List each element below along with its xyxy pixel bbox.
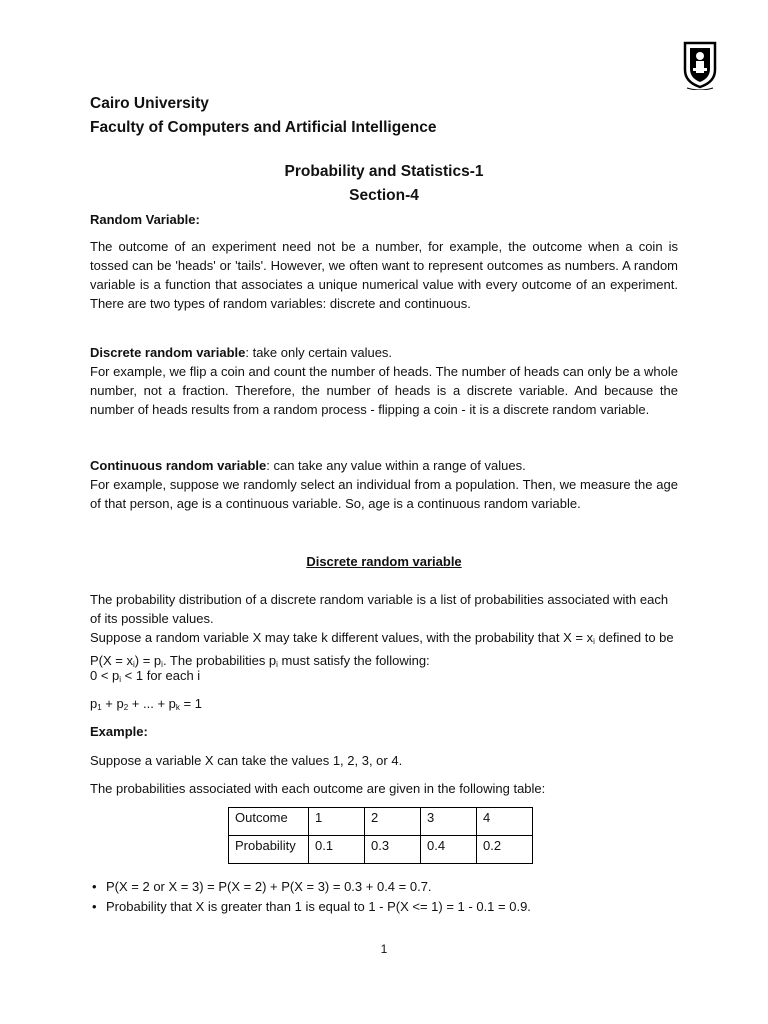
continuous-definition — [90, 456, 678, 475]
continuous-term: Continuous random variable — [90, 458, 267, 473]
table-cell: 0.2 — [477, 836, 533, 864]
university-crest-icon — [681, 40, 719, 90]
course-title: Probability and Statistics-1 — [284, 163, 484, 180]
page-number: 1 — [380, 942, 388, 956]
example-line-2: The probabilities associated with each outcome are given in the following table: — [90, 781, 546, 796]
faculty-name: Faculty of Computers and Artificial Intelligence — [90, 119, 437, 136]
condition-range: $0 < p_i < 1$ for each i — [90, 668, 201, 684]
table-row — [229, 808, 533, 836]
table-cell: 1 — [309, 808, 365, 836]
example-line-1: Suppose a variable X can take the values 1, 2, 3, or 4. — [90, 753, 403, 768]
probability-definition: Suppose a random variable X may take k different values, with the probability that $X = x_i$ defined to be $P(X = x_i) = p_i$. The probabilities $p_i$ must satisfy the following: — [90, 630, 674, 669]
discrete-rv-heading: Discrete random variable — [306, 554, 462, 569]
table-cell: 4 — [477, 808, 533, 836]
continuous-definition-text: : can take any value within a range of values. — [266, 458, 526, 473]
list-item-text: P(X = 2 or X = 3) = P(X = 2) + P(X = 3) = 0.3 + 0.4 = 0.7. — [106, 879, 432, 894]
table-cell: 0.4 — [421, 836, 477, 864]
list-item — [92, 877, 692, 897]
bullet-dot-icon: • — [92, 879, 97, 894]
discrete-definition-text: : take only certain values. — [245, 345, 393, 360]
list-item-text: Probability that X is greater than 1 is equal to 1 - P(X <= 1) = 1 - 0.1 = 0.9. — [106, 899, 531, 914]
example-heading: Example: — [90, 724, 148, 739]
section-title: Section-4 — [349, 187, 419, 204]
table-cell: 0.3 — [365, 836, 421, 864]
bullet-list — [92, 877, 692, 917]
table-cell: 3 — [421, 808, 477, 836]
table-cell: 0.1 — [309, 836, 365, 864]
university-name: Cairo University — [90, 95, 209, 112]
condition-sum: $p_1 + p_2$ + ... + $p_k = 1$ — [90, 696, 202, 712]
table-cell: Outcome — [229, 808, 309, 836]
bullet-dot-icon: • — [92, 899, 97, 914]
random-variable-paragraph: The outcome of an experiment need not be a number, for example, the outcome when a coin is tossed can be 'heads' or 'tails'. However, we often want to represent outcomes as numbers. A random variable is a function that associates a unique numerical value with every outcome of an experiment. There are two types of random variables: discrete and continuous. — [90, 239, 678, 311]
discrete-paragraph: For example, we flip a coin and count the number of heads. The number of heads can only be a whole number, not a fraction. Therefore, the number of heads is a discrete variable. And because the number of heads results from a random process - flipping a coin - it is a discrete random variable. — [90, 364, 678, 417]
discrete-term: Discrete random variable — [90, 345, 246, 360]
random-variable-heading: Random Variable: — [90, 212, 200, 227]
continuous-paragraph: For example, suppose we randomly select an individual from a population. Then, we measure the age of that person, age is a continuous variable. So, age is a continuous random variable. — [90, 477, 678, 511]
table-cell: 2 — [365, 808, 421, 836]
table-cell: Probability — [229, 836, 309, 864]
probability-table — [228, 807, 533, 864]
discrete-definition — [90, 343, 678, 362]
distribution-paragraph: The probability distribution of a discrete random variable is a list of probabilities associated with each of its possible values. — [90, 592, 669, 626]
list-item — [92, 897, 692, 917]
table-row — [229, 836, 533, 864]
